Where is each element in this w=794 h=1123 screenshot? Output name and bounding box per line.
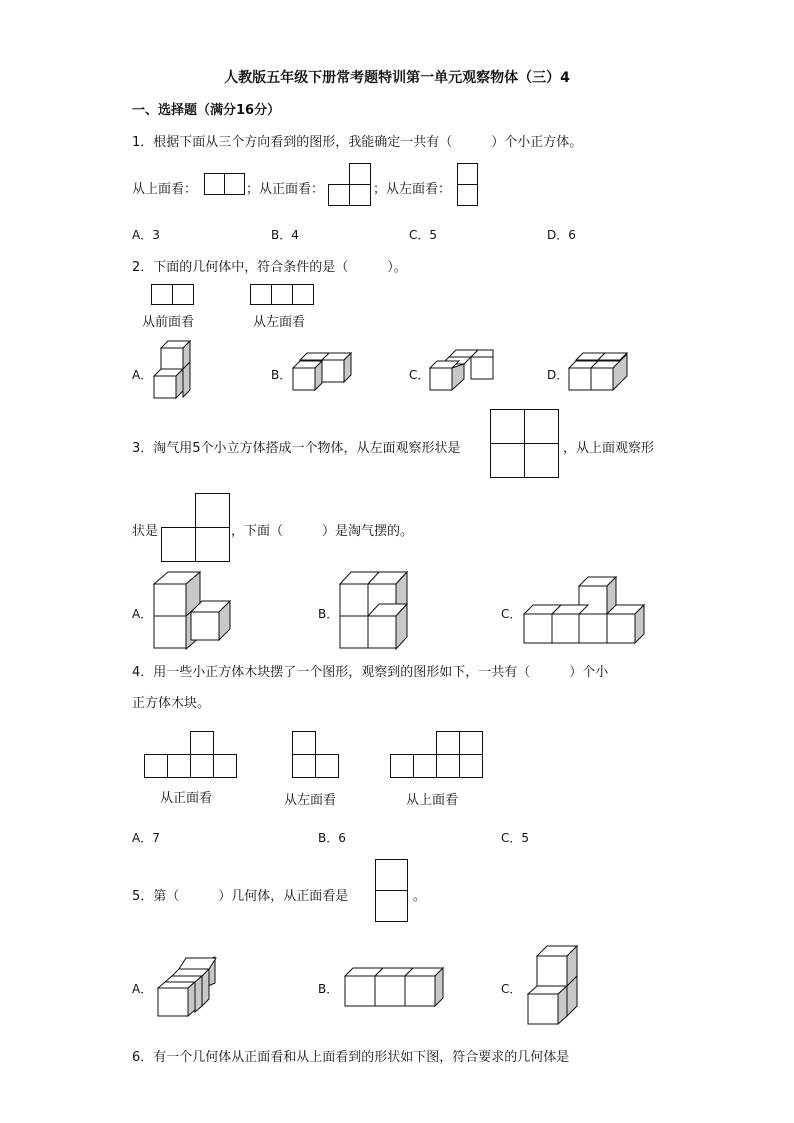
q1-front-view-figure	[328, 163, 372, 207]
q1-view-left-label: ；从左面看：	[373, 182, 452, 197]
q3-top-view-figure	[161, 493, 231, 563]
q2-front-view-figure	[151, 284, 195, 306]
q3-option-c[interactable]: C．	[501, 607, 522, 621]
q2-left-caption: 从左面看	[253, 315, 306, 330]
q4-text-1: 4．用一些小正方体木块摆了一个图形，观察到的图形如下，一共有（ ）个小	[132, 665, 609, 680]
q2-option-b-figure[interactable]	[292, 352, 352, 392]
q4-option-c[interactable]: C．5	[501, 831, 530, 845]
q1-text: 1．根据下面从三个方向看到的图形，我能确定一共有（ ）个小正方体。	[132, 135, 583, 150]
section-heading: 一、选择题（满分16分）	[132, 103, 281, 118]
q1-left-view-figure	[457, 163, 479, 207]
q2-option-c-figure[interactable]	[429, 349, 495, 393]
q5-front-view-figure	[375, 859, 409, 923]
q2-option-a-figure[interactable]	[152, 340, 192, 402]
q1-option-d[interactable]: D．6	[547, 228, 576, 242]
q5-option-a[interactable]: A．	[132, 982, 153, 996]
q4-front-view-figure	[144, 731, 238, 779]
q4-top-caption: 从上面看	[406, 793, 459, 808]
q2-left-view-figure	[250, 284, 316, 306]
q2-option-a[interactable]: A．	[132, 368, 153, 382]
q1-view-front-label: ；从正面看：	[246, 182, 325, 197]
q2-front-caption: 从前面看	[142, 315, 195, 330]
q4-text-2: 正方体木块。	[132, 696, 211, 711]
q5-text-1: 5．第（ ）几何体，从正面看是	[132, 889, 349, 904]
q1-option-b[interactable]: B．4	[271, 228, 299, 242]
q3-option-a-figure[interactable]	[153, 571, 233, 651]
q2-text: 2．下面的几何体中，符合条件的是（ ）。	[132, 260, 407, 275]
q3-option-c-figure[interactable]	[523, 576, 651, 646]
q3-text-3: 状是	[132, 524, 159, 539]
q2-option-d[interactable]: D．	[547, 368, 569, 382]
q3-text-4: ，下面（ ）是淘气摆的。	[231, 524, 414, 539]
q2-option-d-figure[interactable]	[568, 352, 628, 392]
q2-option-c[interactable]: C．	[409, 368, 430, 382]
q5-option-c-figure[interactable]	[527, 944, 581, 1026]
q6-text: 6．有一个几何体从正面看和从上面看到的形状如下图，符合要求的几何体是	[132, 1050, 570, 1065]
q5-option-c[interactable]: C．	[501, 982, 522, 996]
q3-option-a[interactable]: A．	[132, 607, 153, 621]
q5-option-b[interactable]: B．	[318, 982, 339, 996]
q5-text-2: 。	[413, 889, 427, 904]
q4-option-b[interactable]: B．6	[318, 831, 346, 845]
page-title: 人教版五年级下册常考题特训第一单元观察物体（三）4	[224, 70, 570, 86]
q5-option-b-figure[interactable]	[344, 966, 446, 1008]
q4-top-view-figure	[390, 731, 484, 779]
q3-left-view-figure	[490, 409, 560, 479]
q3-text-1: 3．淘气用5个小立方体搭成一个物体，从左面观察形状是	[132, 441, 461, 456]
q1-option-a[interactable]: A．3	[132, 228, 160, 242]
q4-left-view-figure	[292, 731, 340, 779]
q4-front-caption: 从正面看	[160, 791, 213, 806]
q3-text-2: ，从上面观察形	[563, 441, 655, 456]
q4-option-a[interactable]: A．7	[132, 831, 160, 845]
q3-option-b[interactable]: B．	[318, 607, 339, 621]
q1-option-c[interactable]: C．5	[409, 228, 438, 242]
q5-option-a-figure[interactable]	[157, 956, 219, 1018]
q4-left-caption: 从左面看	[284, 793, 337, 808]
q1-top-view-figure	[204, 173, 246, 197]
q3-option-b-figure[interactable]	[339, 571, 419, 651]
q1-view-top-label: 从上面看：	[132, 182, 198, 197]
q2-option-b[interactable]: B．	[271, 368, 292, 382]
